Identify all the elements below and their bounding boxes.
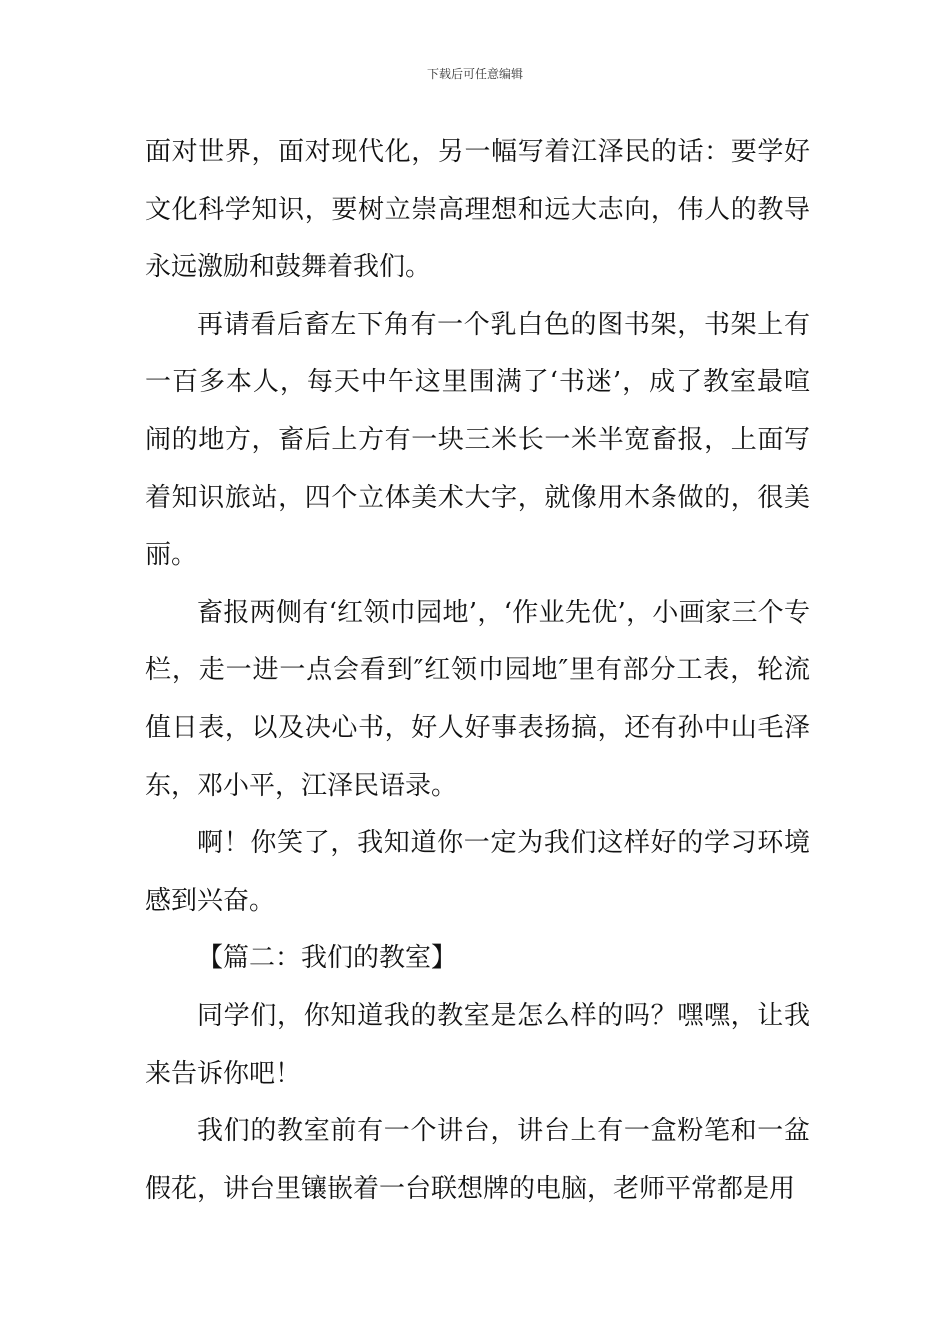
section-heading: 【篇二：我们的教室】 bbox=[197, 943, 458, 974]
document-body bbox=[145, 124, 810, 1218]
paragraph-excited: 啊！你笑了，我知道你一定为我们这样好的学习环境感到兴奋。 bbox=[145, 828, 810, 916]
page-header: 下载后可任意编辑 bbox=[426, 67, 523, 81]
paragraph-bookshelf: 再请看后畜左下角有一个乳白色的图书架，书架上有一百多本人，每天中午这里围满了‘书迷’，成了教室最喧闹的地方，畜后上方有一块三米长一米半宽畜报，上面写着知识旅站，四个立体美术大字，就像用木条做的，很美丽。 bbox=[145, 309, 810, 571]
paragraph-podium: 我们的教室前有一个讲台，讲台上有一盒粉笔和一盆假花，讲台里镶嵌着一台联想牌的电脑，老师平常都是用 bbox=[145, 1116, 810, 1204]
paragraph-intro: 同学们，你知道我的教室是怎么样的吗？嘿嘿，让我来告诉你吧！ bbox=[145, 1000, 810, 1089]
paragraph-columns: 畜报两侧有‘红领巾园地’，‘作业先优’，小画家三个专栏，走一进一点会看到″红领巾园地″里有部分工表，轮流值日表，以及决心书，好人好事表扬搞，还有孙中山毛泽东，邓小平，江泽民语录。 bbox=[145, 597, 810, 801]
paragraph-continued: 面对世界，面对现代化，另一幅写着江泽民的话：要学好文化科学知识，要树立崇高理想和远大志向，伟人的教导永远激励和鼓舞着我们。 bbox=[145, 137, 810, 283]
